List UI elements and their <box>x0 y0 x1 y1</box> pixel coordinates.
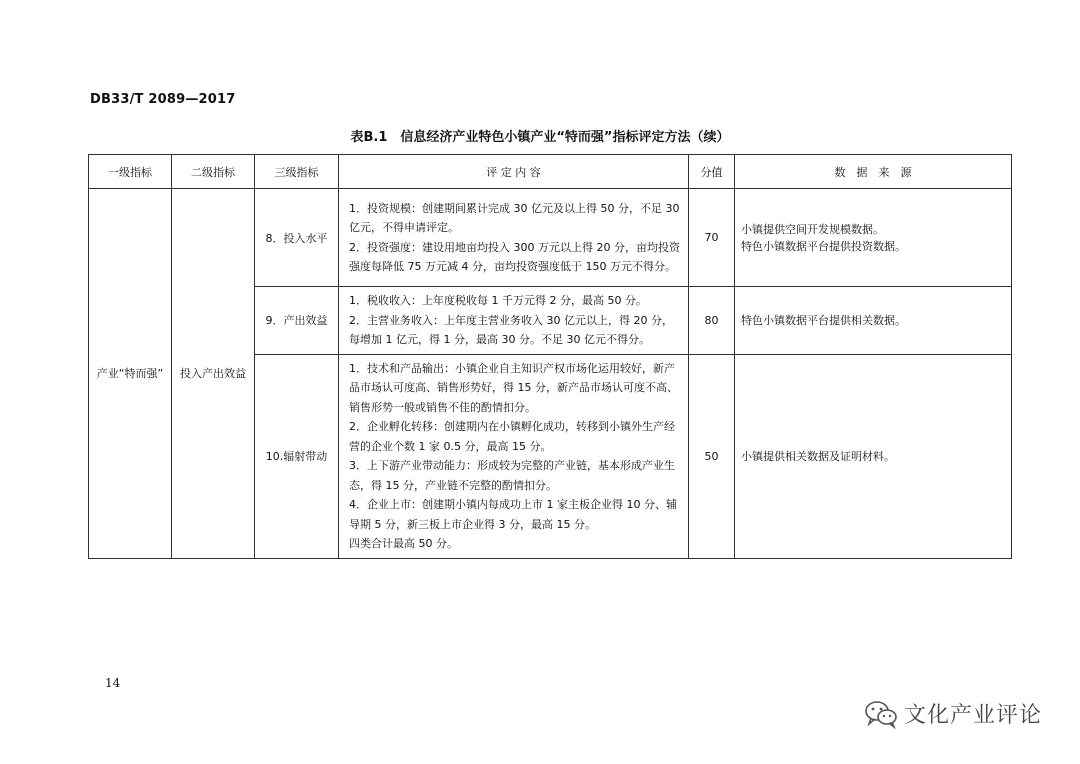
criteria-cell <box>339 354 689 558</box>
source-item: 特色小镇数据平台提供投资数据。 <box>741 239 906 253</box>
criteria-item: 1．技术和产品输出：小镇企业自主知识产权市场化运用较好，新产品市场认可度高、销售形势好，得 15 分，新产品市场认可度不高、销售形势一般或销售不佳的酌情扣分。 <box>349 361 678 414</box>
criteria-item: 四类合计最高 50 分。 <box>349 537 458 550</box>
header-source: 数 据 来 源 <box>735 155 1012 189</box>
source-cell <box>735 287 1012 355</box>
header-level2: 二级指标 <box>172 155 255 189</box>
document-id: DB33/T 2089—2017 <box>90 92 236 107</box>
source-cell <box>735 354 1012 558</box>
source-item: 小镇提供空间开发规模数据。 <box>741 222 884 236</box>
table-header-row <box>89 155 1012 189</box>
criteria-cell <box>339 189 689 287</box>
level3-cell: 9．产出效益 <box>255 287 339 355</box>
level3-cell: 8．投入水平 <box>255 189 339 287</box>
table-row <box>89 189 1012 287</box>
indicator-table <box>88 154 1012 559</box>
source-item: 特色小镇数据平台提供相关数据。 <box>741 313 906 327</box>
criteria-item: 4．企业上市：创建期小镇内每成功上市 1 家主板企业得 10 分、辅导期 5 分，新三板上市企业得 3 分，最高 15 分。 <box>349 498 677 531</box>
level1-cell: 产业“特而强” <box>89 189 172 559</box>
header-criteria: 评 定 内 容 <box>339 155 689 189</box>
source-item: 小镇提供相关数据及证明材料。 <box>741 449 895 463</box>
score-cell: 80 <box>689 287 735 355</box>
watermark-text: 文化产业评论 <box>903 703 1042 728</box>
header-score: 分值 <box>689 155 735 189</box>
page-number: 14 <box>105 676 121 690</box>
criteria-item: 2．投资强度：建设用地亩均投入 300 万元以上得 20 分，亩均投资强度每降低 75 万元减 4 分，亩均投资强度低于 150 万元不得分。 <box>349 240 680 273</box>
watermark <box>864 698 1042 729</box>
score-cell: 50 <box>689 354 735 558</box>
score-cell: 70 <box>689 189 735 287</box>
level2-cell: 投入产出效益 <box>172 189 255 559</box>
criteria-item: 1．税收收入：上年度税收每 1 千万元得 2 分，最高 50 分。 <box>349 294 647 307</box>
criteria-cell <box>339 287 689 355</box>
wechat-icon <box>864 699 898 729</box>
criteria-item: 1．投资规模：创建期间累计完成 30 亿元及以上得 50 分，不足 30 亿元，不得申请评定。 <box>349 201 680 234</box>
criteria-item: 2．企业孵化转移：创建期内在小镇孵化成功，转移到小镇外生产经营的企业个数 1 家 0.5 分，最高 15 分。 <box>349 420 675 453</box>
criteria-item: 2．主营业务收入：上年度主营业务收入 30 亿元以上，得 20 分，每增加 1 亿元，得 1 分，最高 30 分。不足 30 亿元不得分。 <box>349 313 673 346</box>
level3-cell: 10.辐射带动 <box>255 354 339 558</box>
criteria-item: 3．上下游产业带动能力：形成较为完整的产业链，基本形成产业生态，得 15 分，产业链不完整的酌情扣分。 <box>349 459 675 492</box>
source-cell <box>735 189 1012 287</box>
header-level1: 一级指标 <box>89 155 172 189</box>
table-caption: 表B.1 信息经济产业特色小镇产业“特而强”指标评定方法（续） <box>350 130 730 145</box>
header-level3: 三级指标 <box>255 155 339 189</box>
